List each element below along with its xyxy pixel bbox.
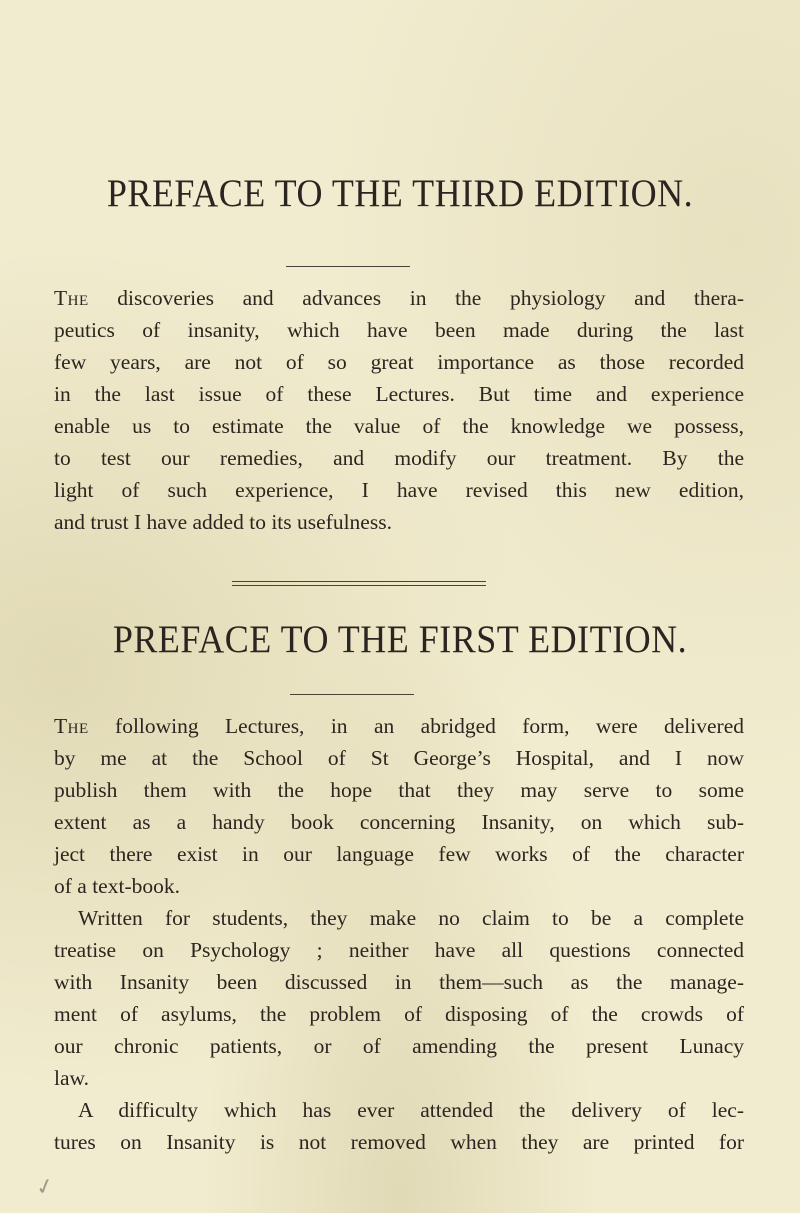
heading-rule <box>290 694 414 695</box>
text-line: tures on Insanity is not removed when they are printed for <box>54 1130 744 1154</box>
text-line: by me at the School of St George’s Hospital, and I now <box>54 746 744 770</box>
first-edition-paragraph-2 <box>54 902 744 1094</box>
third-edition-heading: PREFACE TO THE THIRD EDITION. <box>106 171 694 215</box>
third-edition-paragraph <box>54 282 744 538</box>
text-line: light of such experience, I have revised this new edition, <box>54 478 744 502</box>
text-line: to test our remedies, and modify our treatment. By the <box>54 446 744 470</box>
text-line: peutics of insanity, which have been made during the last <box>54 318 744 342</box>
text-line: and trust I have added to its usefulness. <box>54 510 392 534</box>
heading-rule <box>286 266 410 267</box>
lead-word: The <box>54 714 89 738</box>
text-line: Written for students, they make no claim to be a complete <box>78 906 744 930</box>
text-fragment: discoveries and advances in the physiology and thera- <box>88 286 744 310</box>
text-line: law. <box>54 1066 90 1090</box>
text-line <box>54 282 744 314</box>
pencil-mark-icon: ✓ <box>33 1173 58 1202</box>
text-fragment: following Lectures, in an abridged form, were delivered <box>88 714 744 738</box>
text-line: enable us to estimate the value of the knowledge we possess, <box>54 414 744 438</box>
text-line: A difficulty which has ever attended the delivery of lec- <box>78 1098 744 1122</box>
text-line: with Insanity been discussed in them—such as the manage- <box>54 970 744 994</box>
section-divider <box>232 581 486 582</box>
first-edition-paragraph-1 <box>54 710 744 902</box>
text-line <box>54 710 744 742</box>
text-line: few years, are not of so great importance as those recorded <box>54 350 744 374</box>
text-line: ment of asylums, the problem of disposing of the crowds of <box>54 1002 744 1026</box>
text-line: ject there exist in our language few works of the character <box>54 842 744 866</box>
text-line: our chronic patients, or of amending the present Lunacy <box>54 1034 744 1058</box>
section-divider <box>232 585 486 586</box>
text-line: in the last issue of these Lectures. But time and experience <box>54 382 744 406</box>
text-line: treatise on Psychology ; neither have all questions connected <box>54 938 744 962</box>
text-line: of a text-book. <box>54 874 180 898</box>
text-line: extent as a handy book concerning Insanity, on which sub- <box>54 810 744 834</box>
text-line: publish them with the hope that they may serve to some <box>54 778 744 802</box>
first-edition-heading: PREFACE TO THE FIRST EDITION. <box>112 617 688 661</box>
lead-word: The <box>54 286 89 310</box>
first-edition-paragraph-3 <box>54 1094 744 1158</box>
